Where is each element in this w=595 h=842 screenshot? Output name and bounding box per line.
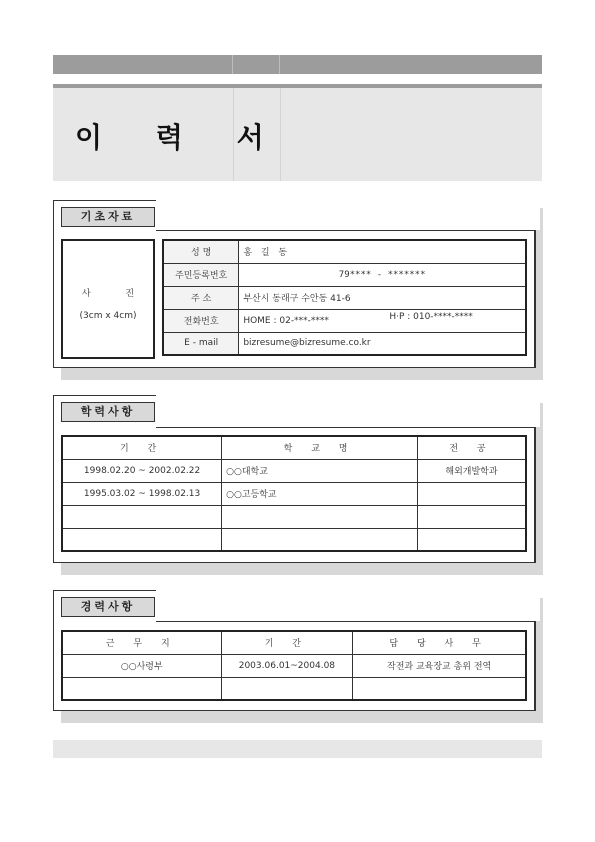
table-row bbox=[62, 459, 526, 482]
top-banner-segment bbox=[53, 55, 233, 74]
duties-cell: 작전과 교육장교 총위 전역 bbox=[353, 654, 526, 677]
document-title: 이 력 서 bbox=[75, 121, 286, 154]
workplace-cell bbox=[62, 677, 221, 700]
frame-line bbox=[535, 230, 536, 368]
career-section-tab: 경력사항 bbox=[61, 597, 155, 617]
name-value: 홍 길 동 bbox=[239, 240, 526, 263]
address-value: 부산시 동래구 수안동 41-6 bbox=[239, 286, 526, 309]
basic-info-table bbox=[162, 239, 527, 356]
period-cell bbox=[221, 677, 353, 700]
name-label: 성 명 bbox=[163, 240, 239, 263]
school-cell: ○○고등학교 bbox=[222, 482, 418, 505]
frame-line bbox=[156, 230, 535, 231]
period-cell: 1995.03.02 ~ 1998.02.13 bbox=[62, 482, 222, 505]
phone-value bbox=[239, 309, 526, 332]
table-row bbox=[163, 240, 526, 263]
mobile-phone: H·P : 010-****-**** bbox=[389, 311, 473, 322]
period-cell bbox=[62, 528, 222, 551]
bottom-bar bbox=[53, 740, 542, 758]
photo-placeholder bbox=[61, 239, 155, 359]
period-cell: 2003.06.01~2004.08 bbox=[221, 654, 353, 677]
table-row bbox=[62, 528, 526, 551]
school-cell bbox=[222, 505, 418, 528]
school-cell bbox=[222, 528, 418, 551]
address-label: 주 소 bbox=[163, 286, 239, 309]
education-table bbox=[61, 435, 527, 552]
frame-line bbox=[156, 427, 535, 428]
frame-cutout bbox=[156, 390, 540, 427]
frame-cutout bbox=[156, 585, 540, 621]
phone-label: 전화번호 bbox=[163, 309, 239, 332]
table-row bbox=[163, 309, 526, 332]
workplace-cell: ○○사령부 bbox=[62, 654, 221, 677]
frame-line bbox=[156, 621, 535, 622]
major-cell: 해외개발학과 bbox=[417, 459, 526, 482]
table-row bbox=[163, 332, 526, 355]
email-value: bizresume@bizresume.co.kr bbox=[239, 332, 526, 355]
major-cell bbox=[417, 528, 526, 551]
column-header-school: 학 교 명 bbox=[222, 436, 418, 459]
photo-size: (3cm x 4cm) bbox=[79, 311, 137, 321]
period-cell: 1998.02.20 ~ 2002.02.22 bbox=[62, 459, 222, 482]
table-row bbox=[62, 482, 526, 505]
duties-cell bbox=[353, 677, 526, 700]
column-header-period: 기 간 bbox=[221, 631, 353, 654]
table-row bbox=[62, 654, 526, 677]
table-row bbox=[62, 505, 526, 528]
column-header-workplace: 근 무 지 bbox=[62, 631, 221, 654]
column-header-duties: 담 당 사 무 bbox=[353, 631, 526, 654]
table-row bbox=[62, 677, 526, 700]
major-cell bbox=[417, 505, 526, 528]
home-phone: HOME : 02-***-**** bbox=[243, 315, 329, 326]
column-header-major: 전 공 bbox=[417, 436, 526, 459]
photo-label: 사 진 bbox=[81, 289, 151, 299]
period-cell bbox=[62, 505, 222, 528]
table-header-row bbox=[62, 436, 526, 459]
top-banner-segment bbox=[233, 55, 280, 74]
frame-line bbox=[535, 427, 536, 563]
table-row bbox=[163, 286, 526, 309]
basic-section-tab: 기초자료 bbox=[61, 207, 155, 227]
career-table bbox=[61, 630, 527, 701]
table-row bbox=[163, 263, 526, 286]
table-header-row bbox=[62, 631, 526, 654]
resident-number-label: 주민등록번호 bbox=[163, 263, 239, 286]
education-section-tab: 학력사항 bbox=[61, 402, 155, 422]
school-cell: ○○대학교 bbox=[222, 459, 418, 482]
major-cell bbox=[417, 482, 526, 505]
resident-number-value: 79**** - ******* bbox=[239, 263, 526, 286]
top-banner bbox=[53, 55, 542, 74]
email-label: E - mail bbox=[163, 332, 239, 355]
frame-cutout bbox=[156, 195, 540, 230]
frame-line bbox=[535, 621, 536, 711]
column-header-period: 기 간 bbox=[62, 436, 222, 459]
